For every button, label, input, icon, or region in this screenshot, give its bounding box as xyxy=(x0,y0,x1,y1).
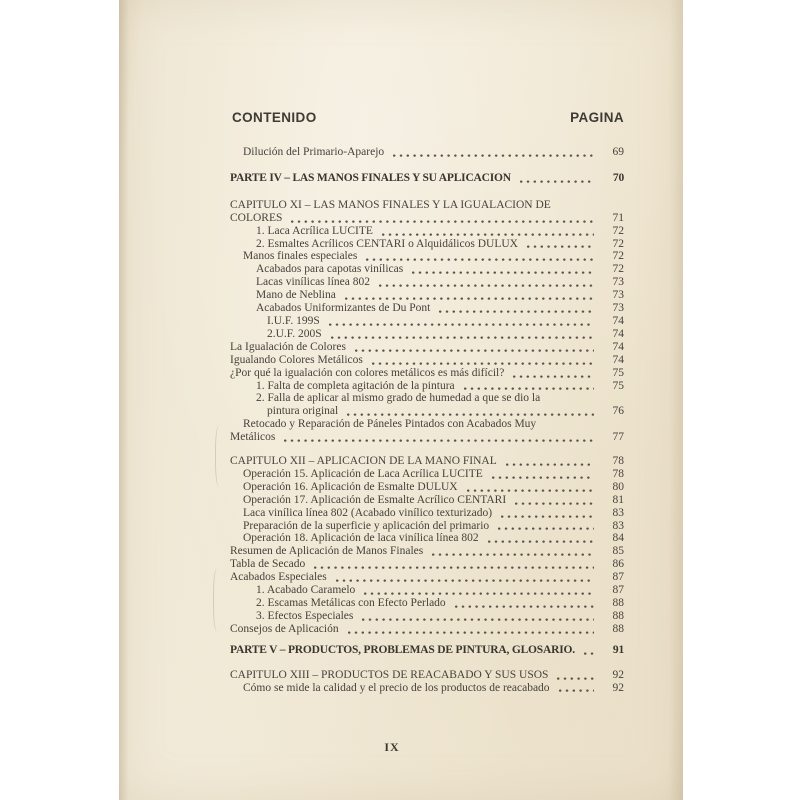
dot-leader xyxy=(432,552,594,556)
toc-entry-title: Operación 17. Aplicación de Esmalte Acrílico CENTARI xyxy=(243,493,507,506)
toc-row xyxy=(230,507,624,520)
dot-leader xyxy=(382,232,594,236)
toc-entry-title: 2. Esmaltes Acrílicos CENTARI o Alquidálicos DULUX xyxy=(256,237,518,250)
toc-row xyxy=(230,276,624,289)
page-number: 78 xyxy=(612,467,624,480)
dot-leader xyxy=(364,591,594,595)
toc-row xyxy=(230,315,624,328)
dot-leader xyxy=(291,219,594,223)
toc-row xyxy=(230,571,624,584)
toc-entry-title: 2. Escamas Metálicas con Efecto Perlado xyxy=(256,597,446,609)
page-number: 81 xyxy=(612,493,624,506)
dot-leader xyxy=(331,335,594,339)
toc-entry-title: pintura original xyxy=(267,405,339,418)
page-number: 83 xyxy=(612,519,624,532)
toc-row xyxy=(230,623,624,636)
page-number: 88 xyxy=(612,597,624,609)
page-number: 72 xyxy=(612,224,624,237)
toc-entry-title: Manos finales especiales xyxy=(243,250,358,263)
page-number: 69 xyxy=(612,146,624,158)
toc-row xyxy=(230,669,624,682)
dot-leader xyxy=(372,361,594,365)
dot-leader xyxy=(329,322,594,326)
toc-row xyxy=(230,584,624,597)
dot-leader xyxy=(513,374,594,378)
dot-leader xyxy=(336,578,594,582)
toc-row xyxy=(230,354,624,367)
page-number: 75 xyxy=(612,366,624,379)
dot-leader xyxy=(345,296,594,300)
page-number: 78 xyxy=(612,455,624,468)
toc-entry-title: 1. Laca Acrílica LUCITE xyxy=(256,224,373,237)
page-number: 72 xyxy=(612,263,624,276)
page-number: 70 xyxy=(612,171,624,184)
toc-row xyxy=(230,610,624,623)
page-number: 92 xyxy=(612,681,624,694)
page-number: 74 xyxy=(612,327,624,340)
page-number: 72 xyxy=(612,250,624,263)
toc-row xyxy=(230,545,624,558)
page-number: 74 xyxy=(612,314,624,327)
dot-leader xyxy=(515,501,594,505)
toc-entry-title: CAPITULO XI – LAS MANOS FINALES Y LA IGUALACION DE xyxy=(230,198,551,211)
toc-entry-title: 1. Acabado Caramelo xyxy=(256,584,356,597)
toc-entry-title: Acabados Uniformizantes de Du Pont xyxy=(256,302,431,315)
page-number: 91 xyxy=(612,643,624,656)
toc-row xyxy=(230,455,624,468)
page-number: 86 xyxy=(612,558,624,571)
toc-row xyxy=(230,199,624,212)
toc-row xyxy=(230,172,624,185)
scan-crease-mark xyxy=(213,568,221,632)
toc-row xyxy=(230,468,624,481)
toc-entry-title: 1. Falta de completa agitación de la pintura xyxy=(256,379,455,392)
page-number: 74 xyxy=(612,340,624,353)
page-number: 92 xyxy=(612,668,624,681)
toc-content xyxy=(230,0,624,694)
toc-entry-title: Metálicos xyxy=(230,431,276,444)
toc-entry-title: 2.U.F. 200S xyxy=(267,327,322,340)
page-number: 71 xyxy=(612,211,624,224)
toc-entry-title: Resumen de Aplicación de Manos Finales xyxy=(230,545,424,558)
dot-leader xyxy=(559,688,594,692)
dot-leader xyxy=(498,526,594,530)
toc-row xyxy=(230,558,624,571)
page-number: 85 xyxy=(612,545,624,558)
dot-leader xyxy=(393,153,594,157)
toc-entry-title: Cómo se mide la calidad y el precio de los productos de reacabado xyxy=(243,681,550,694)
toc-row xyxy=(230,250,624,263)
toc-entry-title: Operación 16. Aplicación de Esmalte DULUX xyxy=(243,480,458,493)
dot-leader xyxy=(464,386,594,390)
toc-entry-title: CAPITULO XII – APLICACION DE LA MANO FINAL xyxy=(230,455,497,468)
toc-row xyxy=(230,238,624,251)
toc-entry-title: ¿Por qué la igualación con colores metálicos es más difícil? xyxy=(230,366,505,379)
toc-header xyxy=(232,110,624,125)
toc-row xyxy=(230,644,624,657)
toc-row xyxy=(230,392,624,405)
toc-row xyxy=(230,597,624,610)
toc-row xyxy=(230,146,624,159)
dot-leader xyxy=(455,604,594,608)
dot-leader xyxy=(557,676,594,680)
dot-leader xyxy=(379,283,594,287)
toc-row xyxy=(230,225,624,238)
toc-entry-title: Preparación de la superficie y aplicación del primario xyxy=(243,519,490,532)
dot-leader xyxy=(520,179,594,183)
dot-leader xyxy=(284,438,594,442)
toc-entry-title: PARTE V – PRODUCTOS, PROBLEMAS DE PINTURA, GLOSARIO. xyxy=(230,643,575,656)
page-number: 87 xyxy=(612,571,624,584)
page-number: 73 xyxy=(612,302,624,315)
toc-entry-title: Igualando Colores Metálicos xyxy=(230,353,363,366)
toc-row xyxy=(230,418,624,431)
page-number: 83 xyxy=(612,506,624,519)
toc-entry-title: PARTE IV – LAS MANOS FINALES Y SU APLICACION xyxy=(230,171,511,184)
dot-leader xyxy=(412,270,594,274)
toc-entry-title: Operación 18. Aplicación de laca vinílica línea 802 xyxy=(243,532,479,545)
dot-leader xyxy=(501,514,594,518)
dot-leader xyxy=(355,348,594,352)
page-number: 73 xyxy=(612,289,624,302)
dot-leader xyxy=(314,565,594,569)
dot-leader xyxy=(527,244,594,248)
toc-entry-title: COLORES xyxy=(230,211,283,224)
dot-leader xyxy=(488,539,594,543)
toc-row xyxy=(230,289,624,302)
page-number: 80 xyxy=(612,480,624,493)
toc-row xyxy=(230,682,624,695)
page-column-heading: PAGINA xyxy=(570,110,624,125)
toc-row xyxy=(230,532,624,545)
dot-leader xyxy=(348,630,594,634)
toc-entry-title: Laca vinílica línea 802 (Acabado vinílico texturizado) xyxy=(243,506,493,519)
page-number: 76 xyxy=(612,405,624,418)
page-number: 73 xyxy=(612,276,624,289)
toc-row xyxy=(230,405,624,418)
toc-row xyxy=(230,341,624,354)
page-number: 87 xyxy=(612,584,624,597)
toc-row xyxy=(230,481,624,494)
page-number: 88 xyxy=(612,622,624,635)
dot-leader xyxy=(366,257,594,261)
scan-crease-mark xyxy=(215,425,223,487)
toc-row xyxy=(230,263,624,276)
toc-row xyxy=(230,328,624,341)
folio-page-number: IX xyxy=(384,740,400,754)
toc-entry-title: 2. Falla de aplicar al mismo grado de humedad a que se dio la xyxy=(256,392,541,405)
page-number: 88 xyxy=(612,609,624,622)
toc-entry-title: Mano de Neblina xyxy=(256,289,336,302)
toc-entry-title: La Igualación de Colores xyxy=(230,340,346,353)
toc-entry-title: Consejos de Aplicación xyxy=(230,622,339,635)
toc-row xyxy=(230,520,624,533)
page-number: 75 xyxy=(612,379,624,392)
toc-row xyxy=(230,380,624,393)
toc-entry-title: Acabados Especiales xyxy=(230,571,327,584)
toc-entry-title: Dilución del Primario-Aparejo xyxy=(243,146,385,158)
contents-heading: CONTENIDO xyxy=(232,110,317,125)
toc-entry-title: I.U.F. 199S xyxy=(267,314,320,327)
dot-leader xyxy=(362,617,594,621)
toc-entry-title: Lacas vinílicas línea 802 xyxy=(256,276,371,289)
toc-entry-title: Acabados para capotas vinílicas xyxy=(256,263,404,276)
page-number: 84 xyxy=(612,532,624,545)
dot-leader xyxy=(467,488,594,492)
toc-entry-title: Tabla de Secado xyxy=(230,558,306,571)
toc-row xyxy=(230,302,624,315)
page-number: 74 xyxy=(612,353,624,366)
page-number: 77 xyxy=(612,431,624,444)
toc-row xyxy=(230,367,624,380)
toc-entry-title: Retocado y Reparación de Páneles Pintados con Acabados Muy xyxy=(243,418,537,431)
page-number: 72 xyxy=(612,237,624,250)
dot-leader xyxy=(506,462,594,466)
dot-leader xyxy=(584,651,594,655)
toc-row xyxy=(230,494,624,507)
book-page xyxy=(119,0,683,800)
dot-leader xyxy=(439,309,594,313)
toc-row xyxy=(230,431,624,444)
dot-leader xyxy=(492,475,594,479)
toc-entry-title: CAPITULO XIII – PRODUCTOS DE REACABADO Y SUS USOS xyxy=(230,668,549,681)
toc-entry-title: Operación 15. Aplicación de Laca Acrílica LUCITE xyxy=(243,467,483,480)
toc-entry-title: 3. Efectos Especiales xyxy=(256,609,354,622)
dot-leader xyxy=(347,412,594,416)
toc-list xyxy=(230,146,624,694)
toc-row xyxy=(230,212,624,225)
